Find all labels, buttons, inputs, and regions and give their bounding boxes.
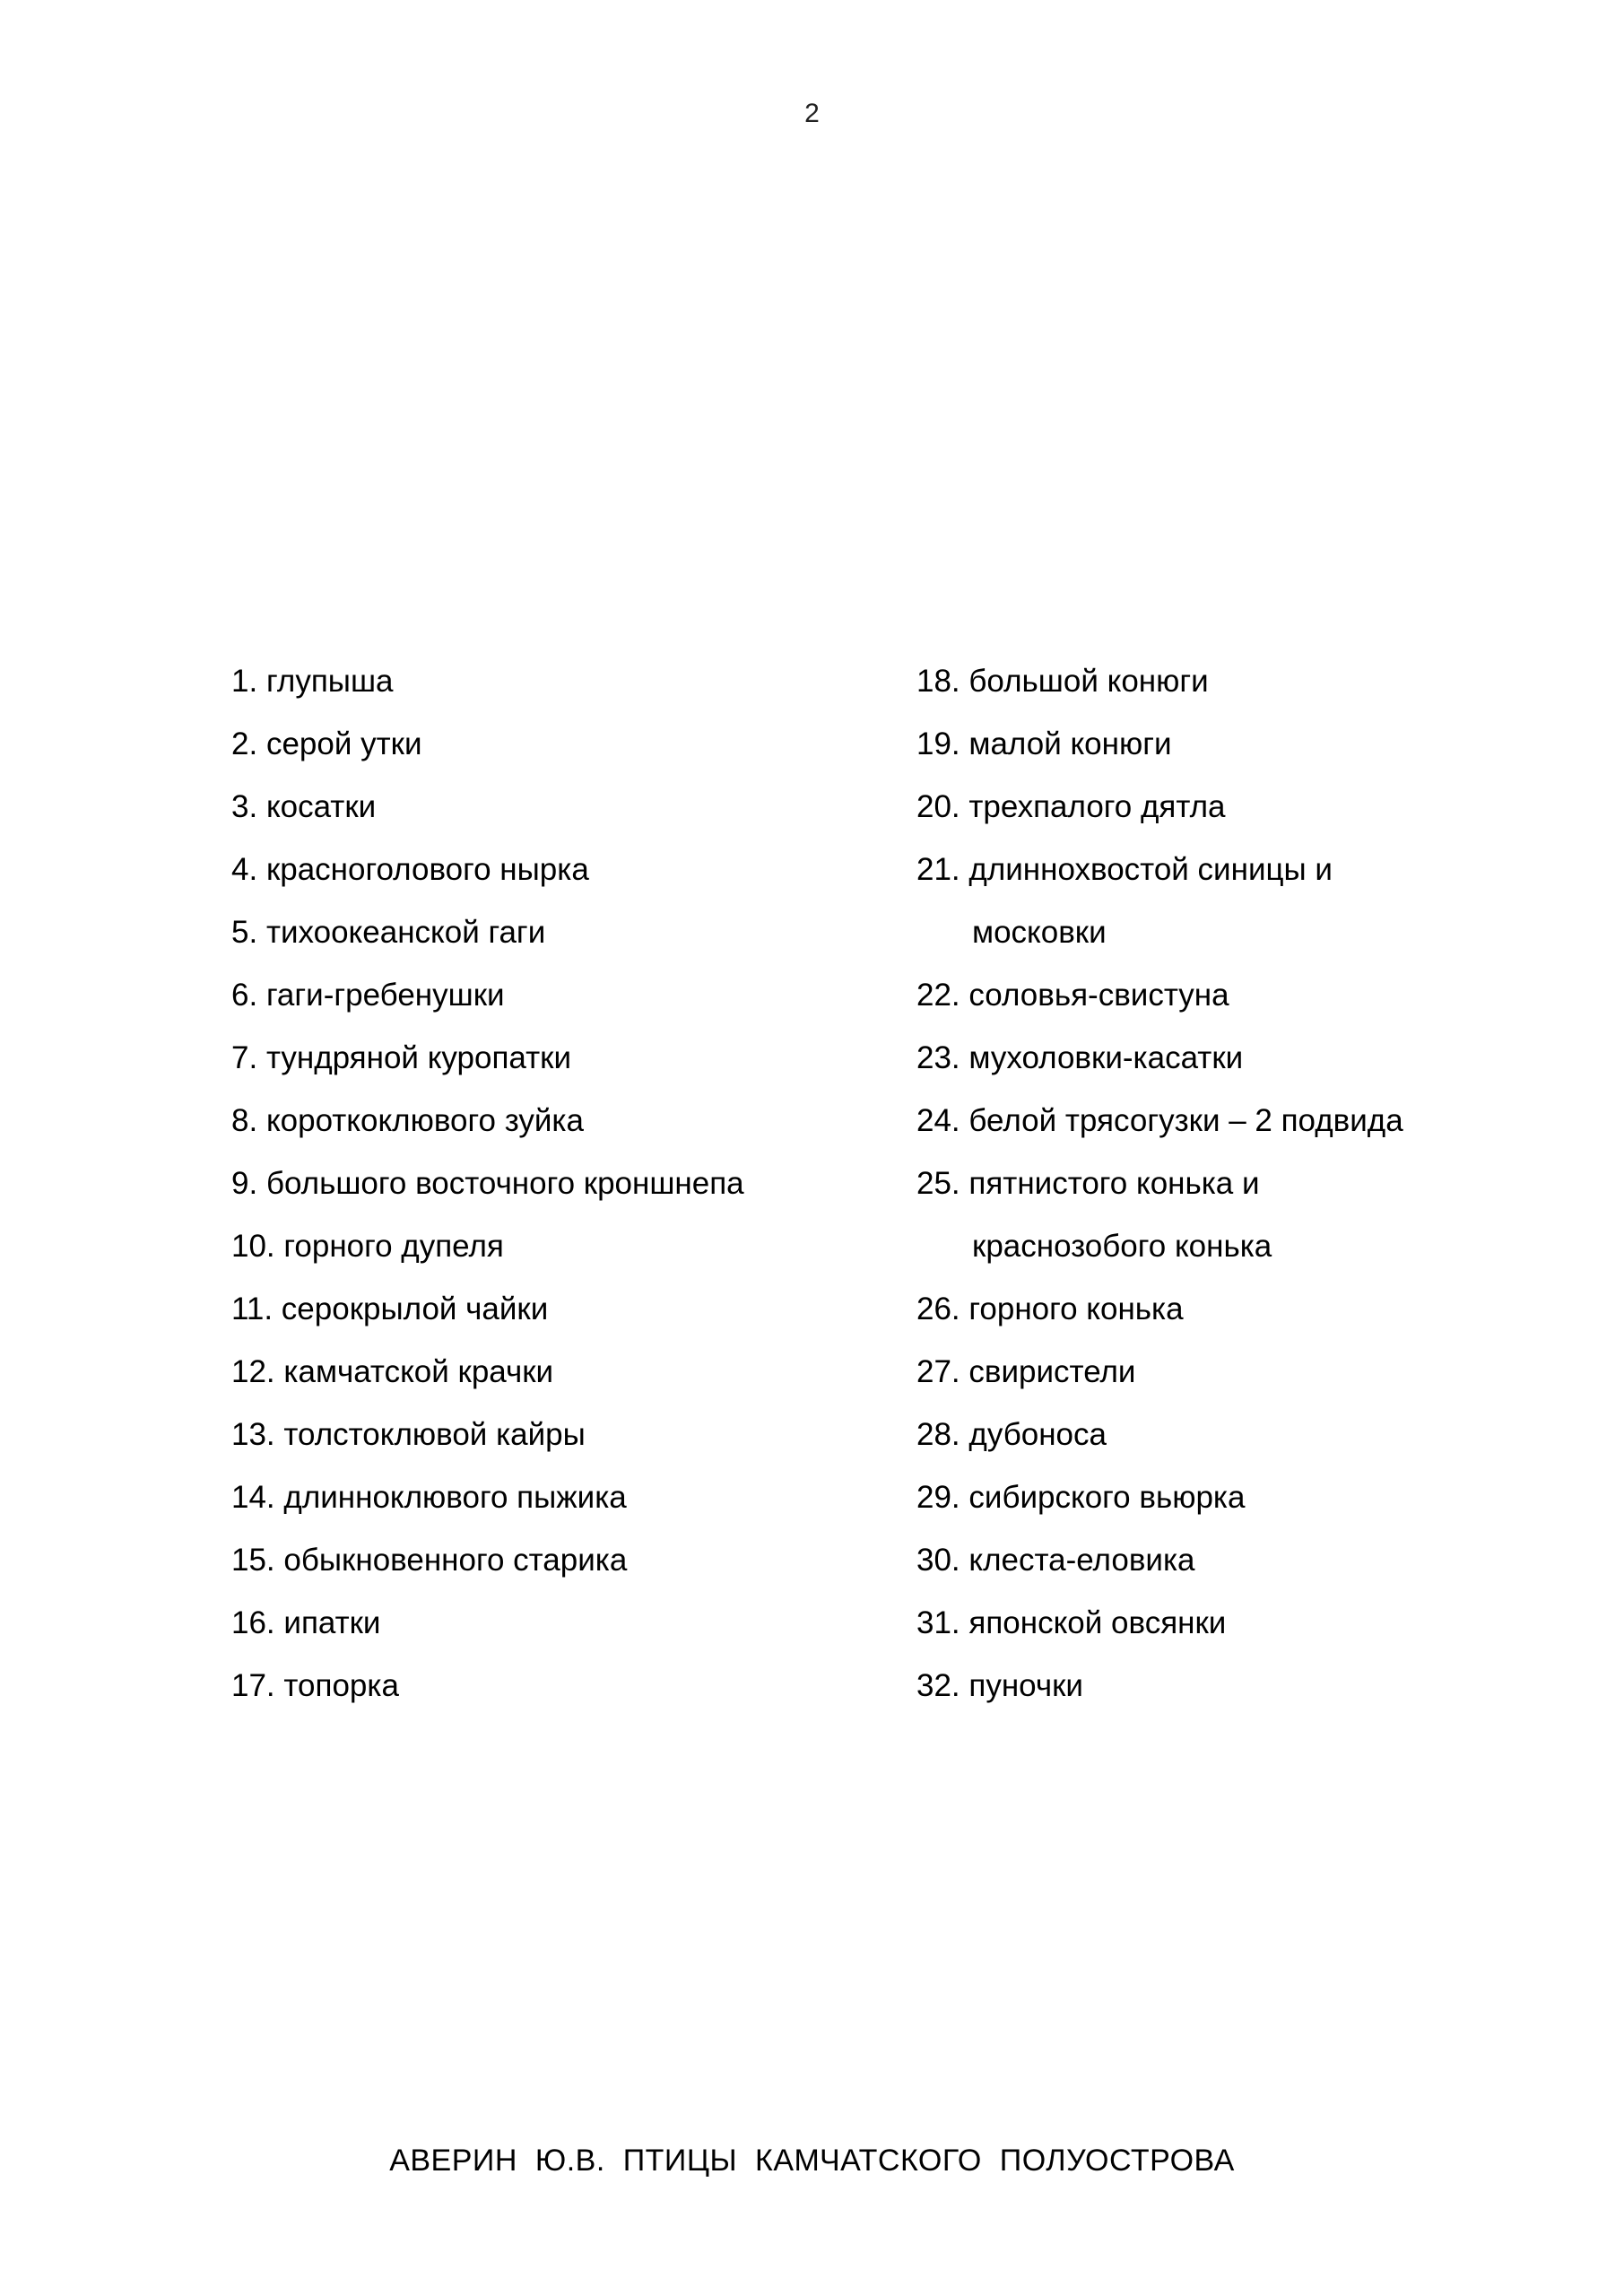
list-item bbox=[231, 1215, 913, 1278]
list-item-text: топорка bbox=[283, 1668, 399, 1703]
list-item-text: гаги-гребенушки bbox=[265, 978, 505, 1013]
list-item-text: мухоловки-касатки bbox=[968, 1040, 1244, 1075]
list-item-number: 12. bbox=[231, 1354, 275, 1389]
list-item-number: 21. bbox=[916, 852, 960, 887]
list-item-number: 26. bbox=[916, 1292, 960, 1326]
list-item bbox=[916, 1152, 1580, 1215]
list-item bbox=[916, 964, 1580, 1027]
list-item-continuation: московки bbox=[972, 915, 1107, 950]
list-item-text: серокрылой чайки bbox=[281, 1292, 549, 1326]
list-item bbox=[231, 1152, 913, 1215]
list-item-number: 29. bbox=[916, 1480, 960, 1515]
list-item-number: 18. bbox=[916, 664, 960, 699]
list-item bbox=[231, 901, 913, 964]
page-footer: АВЕРИН Ю.В. ПТИЦЫ КАМЧАТСКОГО ПОЛУОСТРОВА bbox=[389, 2144, 1235, 2178]
list-item bbox=[231, 839, 913, 901]
list-item-text: трехпалого дятла bbox=[968, 789, 1226, 824]
list-item bbox=[231, 1278, 913, 1341]
list-item-text: тундряной куропатки bbox=[265, 1040, 571, 1075]
list-item-text: обыкновенного старика bbox=[283, 1543, 628, 1578]
list-item bbox=[231, 1466, 913, 1529]
list-item-number: 6. bbox=[231, 978, 258, 1013]
list-item-number: 2. bbox=[231, 726, 258, 761]
list-item-number: 19. bbox=[916, 726, 960, 761]
list-item-text: малой конюги bbox=[968, 726, 1172, 761]
list-item-number: 25. bbox=[916, 1166, 960, 1201]
list-item-text: толстоклювой кайры bbox=[283, 1417, 586, 1452]
list-item bbox=[916, 1341, 1580, 1404]
list-item bbox=[916, 1466, 1580, 1529]
list-item bbox=[231, 650, 913, 713]
list-item bbox=[916, 1529, 1580, 1592]
species-list-left bbox=[231, 650, 913, 1718]
list-item-number: 8. bbox=[231, 1103, 258, 1138]
list-item-text: пуночки bbox=[968, 1668, 1083, 1703]
list-item-number: 24. bbox=[916, 1103, 960, 1138]
list-item bbox=[231, 1529, 913, 1592]
list-item bbox=[916, 1278, 1580, 1341]
list-item-number: 14. bbox=[231, 1480, 275, 1515]
list-item-text: красноголового нырка bbox=[265, 852, 589, 887]
list-item bbox=[231, 1592, 913, 1655]
list-item-text: большой конюги bbox=[968, 664, 1209, 699]
list-item bbox=[916, 1592, 1580, 1655]
list-item-text: длиннохвостой синицы и bbox=[968, 852, 1333, 887]
list-item-number: 3. bbox=[231, 789, 258, 824]
list-item bbox=[916, 1027, 1580, 1090]
list-item bbox=[231, 1090, 913, 1152]
list-item-number: 4. bbox=[231, 852, 258, 887]
list-item-text: большого восточного кроншнепа bbox=[265, 1166, 744, 1201]
list-item-number: 11. bbox=[231, 1292, 274, 1326]
list-item-text: серой утки bbox=[265, 726, 422, 761]
list-item-number: 9. bbox=[231, 1166, 258, 1201]
list-item-number: 7. bbox=[231, 1040, 258, 1075]
species-list-right bbox=[916, 650, 1580, 1718]
list-item-number: 16. bbox=[231, 1605, 275, 1640]
list-item bbox=[231, 713, 913, 776]
list-item-number: 15. bbox=[231, 1543, 275, 1578]
list-item-number: 5. bbox=[231, 915, 258, 950]
list-item-number: 28. bbox=[916, 1417, 960, 1452]
list-item-text: горного конька bbox=[968, 1292, 1184, 1326]
list-item-text: клеста-еловика bbox=[968, 1543, 1195, 1578]
list-item-text: ипатки bbox=[283, 1605, 381, 1640]
list-item-number: 13. bbox=[231, 1417, 275, 1452]
list-item-continuation: краснозобого конька bbox=[972, 1229, 1272, 1264]
list-item-text: сибирского вьюрка bbox=[968, 1480, 1246, 1515]
list-item-text: длинноклювого пыжика bbox=[283, 1480, 627, 1515]
list-item bbox=[916, 713, 1580, 776]
list-item-number: 20. bbox=[916, 789, 960, 824]
list-item bbox=[231, 964, 913, 1027]
list-item bbox=[916, 1655, 1580, 1718]
list-item-text: японской овсянки bbox=[968, 1605, 1227, 1640]
list-item-text: короткоклювого зуйка bbox=[265, 1103, 584, 1138]
list-item-number: 17. bbox=[231, 1668, 275, 1703]
list-item-text: пятнистого конька и bbox=[968, 1166, 1260, 1201]
page-number: 2 bbox=[804, 99, 820, 128]
list-item-number: 23. bbox=[916, 1040, 960, 1075]
list-item-text: тихоокеанской гаги bbox=[265, 915, 546, 950]
list-item bbox=[916, 776, 1580, 839]
list-item bbox=[916, 650, 1580, 713]
list-item-number: 31. bbox=[916, 1605, 960, 1640]
list-item-number: 27. bbox=[916, 1354, 960, 1389]
list-item bbox=[916, 1090, 1580, 1152]
list-item bbox=[916, 1404, 1580, 1466]
list-item bbox=[231, 776, 913, 839]
list-item-number: 10. bbox=[231, 1229, 275, 1264]
list-item-text: камчатской крачки bbox=[283, 1354, 554, 1389]
list-item-number: 1. bbox=[231, 664, 258, 699]
list-item-text: глупыша bbox=[265, 664, 394, 699]
list-item bbox=[916, 839, 1580, 901]
list-item-text: свиристели bbox=[968, 1354, 1136, 1389]
list-item-text: дубоноса bbox=[968, 1417, 1107, 1452]
list-item-text: косатки bbox=[265, 789, 377, 824]
list-item bbox=[231, 1404, 913, 1466]
list-item bbox=[231, 1655, 913, 1718]
list-item-number: 32. bbox=[916, 1668, 960, 1703]
list-item bbox=[231, 1027, 913, 1090]
list-item-number: 22. bbox=[916, 978, 960, 1013]
list-item-text: соловья-свистуна bbox=[968, 978, 1229, 1013]
list-item-text: белой трясогузки – 2 подвида bbox=[968, 1103, 1403, 1138]
list-item-text: горного дупеля bbox=[283, 1229, 504, 1264]
list-item-number: 30. bbox=[916, 1543, 960, 1578]
list-item bbox=[231, 1341, 913, 1404]
